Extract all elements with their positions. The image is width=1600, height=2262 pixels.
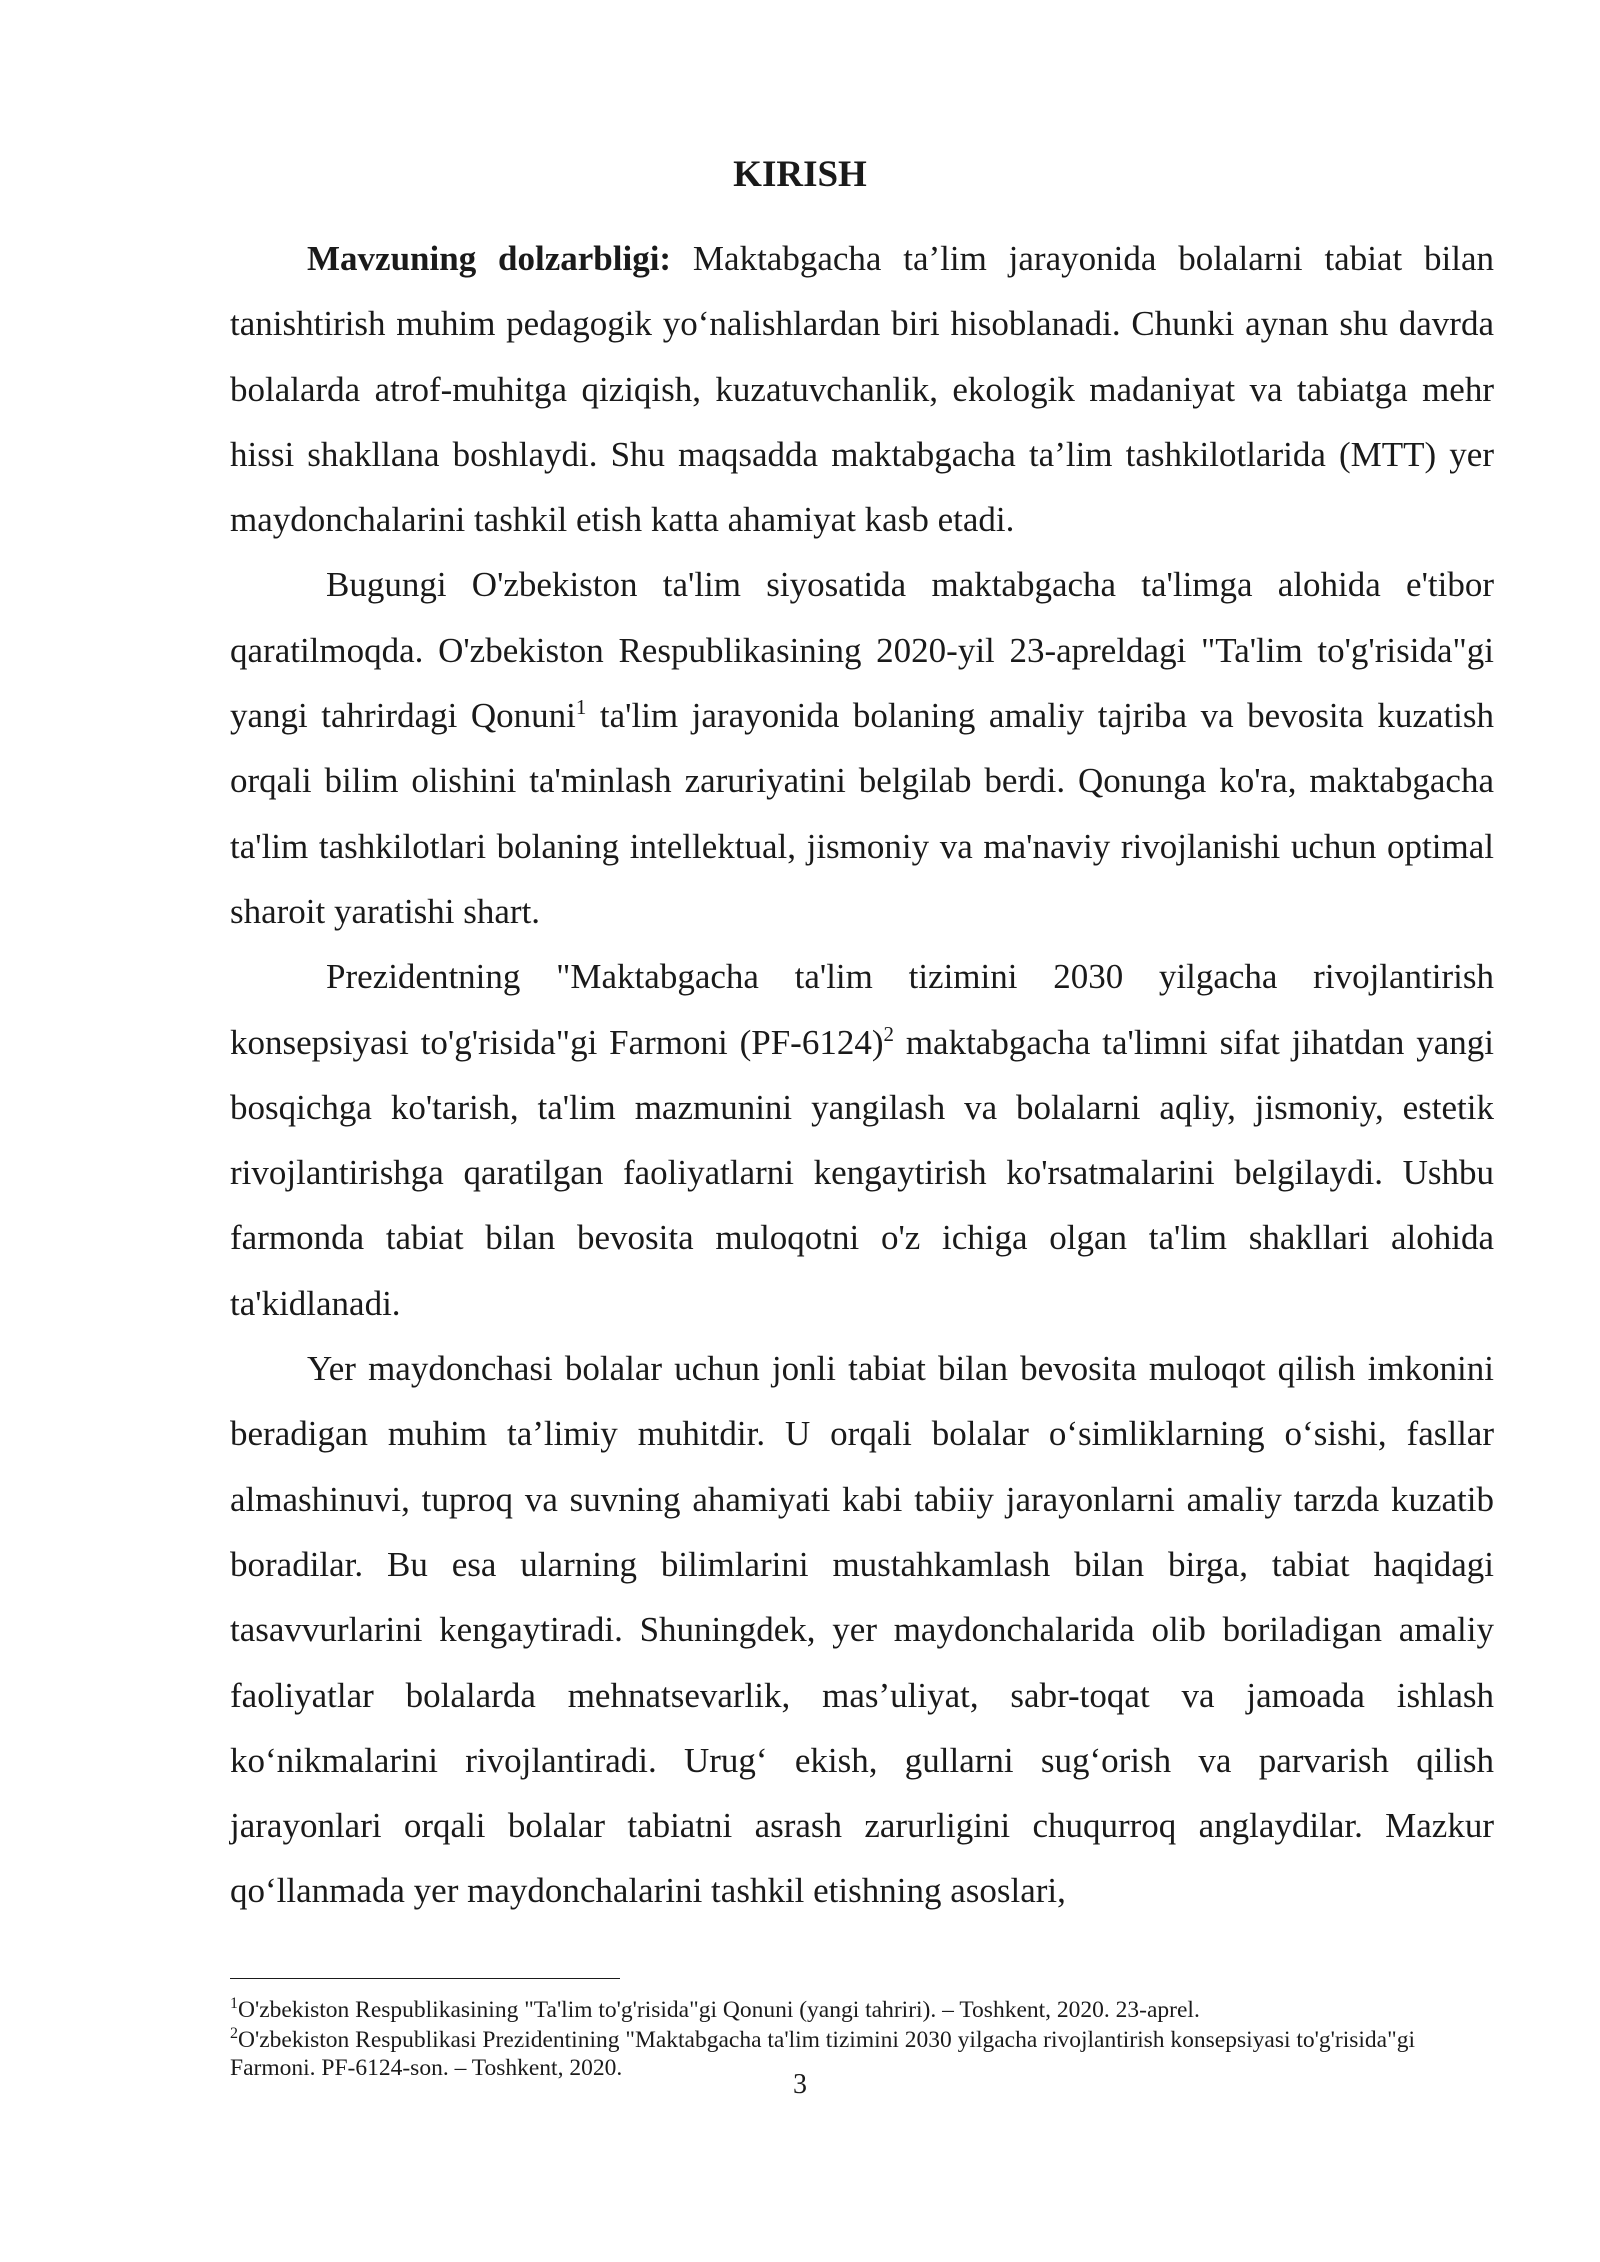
footnote-mark: 2 [230,2025,238,2042]
paragraph-text: ta'lim jarayonida bolaning amaliy tajriba va bevosita kuzatish orqali bilim olishini ta'minlash zaruriyatini belgilab berdi. Qonunga ko'ra, maktabgacha ta'lim tashkilotlari bolaning intellektual, jismoniy va ma'naviy rivojlanishi uchun optimal sharoit yaratishi shart. [230,696,1494,931]
paragraph-garden-plot [230,1336,1494,1924]
paragraph-text: maktabgacha ta'limni sifat jihatdan yangi bosqichga ko'tarish, ta'lim mazmunini yangilash va bolalarni aqliy, jismoniy, estetik rivojlantirishga qaratilgan faoliyatlarni kengaytirish ko'rsatmalarini belgilaydi. Ushbu farmonda tabiat bilan bevosita muloqotni o'z ichiga olgan ta'lim shakllari alohida ta'kidlanadi. [230,1022,1494,1323]
body-text [230,226,1494,1924]
paragraph-text: Maktabgacha ta’lim jarayonida bolalarni tabiat bilan tanishtirish muhim pedagogik yo‘nalishlardan biri hisoblanadi. Chunki aynan shu davrda bolalarda atrof-muhitga qiziqish, kuzatuvchanlik, ekologik madaniyat va tabiatga mehr hissi shakllana boshlaydi. Shu maqsadda maktabgacha ta’lim tashkilotlarida (MTT) yer maydonchalarini tashkil etish katta ahamiyat kasb etadi. [230,239,1494,540]
footnote-separator [230,1978,620,1979]
footnote-text: O'zbekiston Respublikasining "Ta'lim to'g'risida"gi Qonuni (yangi tahriri). – Toshkent, 2020. 23-aprel. [238,1997,1200,2023]
footnote-ref-2[interactable]: 2 [883,1021,894,1046]
page-number: 3 [793,2069,807,2100]
footnote-ref-1[interactable]: 1 [575,695,587,720]
paragraph-text: Yer maydonchasi bolalar uchun jonli tabiat bilan bevosita muloqot qilish imkonini beradigan muhim ta’limiy muhitdir. U orqali bolalar o‘simliklarning o‘sishi, fasllar almashinuvi, tuproq va suvning ahamiyati kabi tabiiy jarayonlarni amaliy tarzda kuzatib boradilar. Bu esa ularning bilimlarini mustahkamlash bilan birga, tabiat haqidagi tasavvurlarini kengaytiradi. Shuningdek, yer maydonchalarida olib boriladigan amaliy faoliyatlar bolalarda mehnatsevarlik, mas’uliyat, sabr-toqat va jamoada ishlash ko‘nikmalarini rivojlantiradi. Urug‘ ekish, gullarni sug‘orish va parvarish qilish jarayonlari orqali bolalar tabiatni asrash zarurligini chuqurroq anglaydilar. Mazkur qo‘llanmada yer maydonchalarini tashkil etishning asoslari, [230,1349,1494,1911]
footnote-1 [230,1996,1494,2024]
paragraph-decree [230,944,1494,1336]
footnote-mark: 1 [230,1995,238,2012]
paragraph-text: Bugungi O'zbekiston ta'lim siyosatida maktabgacha ta'limga alohida e'tibor qaratilmoqda. O'zbekiston Respublikasining 2020-yil 23-apreldagi "Ta'lim to'g'risida"gi yangi tahrirdagi Qonuni [230,565,1494,736]
paragraph-lead: Mavzuning dolzarbligi: [307,239,672,278]
paragraph-relevance [230,226,1494,552]
footnote-text: O'zbekiston Respublikasi Prezidentining "Maktabgacha ta'lim tizimini 2030 yilgacha rivojlantirish konsepsiyasi to'g'risida"gi Farmoni. PF-6124-son. – Toshkent, 2020. [230,2027,1415,2081]
paragraph-law [230,552,1494,944]
paragraph-text: Prezidentning "Maktabgacha ta'lim tizimini 2030 yilgacha rivojlantirish konsepsiyasi to'g'risida"gi Farmoni (PF-6124) [230,957,1494,1062]
section-heading: KIRISH [733,154,867,195]
